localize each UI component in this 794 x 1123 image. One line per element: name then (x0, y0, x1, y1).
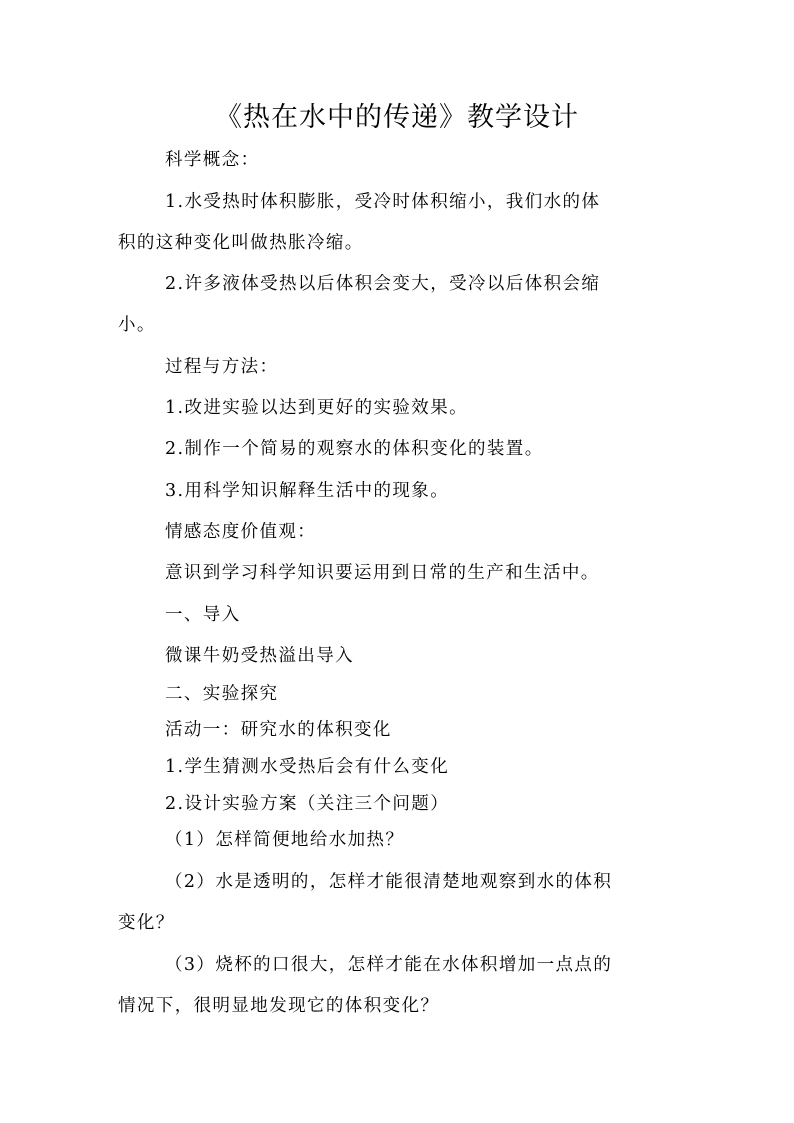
section-heading-values: 情感态度价值观： (165, 522, 317, 542)
paragraph-line: 意识到学习科学知识要运用到日常的生产和生活中。 (165, 563, 600, 583)
document-title: 《热在水中的传递》教学设计 (215, 102, 579, 133)
section-heading-process-methods: 过程与方法： (165, 357, 279, 377)
paragraph-line: 2.许多液体受热以后体积会变大，受冷以后体积会缩 (165, 274, 601, 294)
paragraph-line: 1.学生猜测水受热后会有什么变化 (165, 757, 450, 777)
section-heading-experiment: 二、实验探究 (165, 684, 279, 704)
paragraph-line: 1.水受热时体积膨胀，受冷时体积缩小，我们水的体 (165, 192, 601, 212)
activity-heading: 活动一：研究水的体积变化 (165, 720, 392, 740)
question-line: 变化？ (118, 913, 175, 933)
paragraph-line: 小。 (118, 315, 156, 335)
question-line: 情况下，很明显地发现它的体积变化？ (118, 996, 440, 1016)
paragraph-line: 3.用科学知识解释生活中的现象。 (165, 481, 450, 501)
paragraph-line: 1.改进实验以达到更好的实验效果。 (165, 398, 468, 418)
paragraph-line: 2.设计实验方案（关注三个问题） (165, 794, 450, 814)
paragraph-line: 2.制作一个简易的观察水的体积变化的装置。 (165, 439, 544, 459)
paragraph-line: 微课牛奶受热溢出导入 (165, 646, 354, 666)
section-heading-science-concepts: 科学概念： (165, 150, 260, 170)
paragraph-line: 积的这种变化叫做热胀冷缩。 (118, 233, 364, 253)
question-line: （1）怎样简便地给水加热？ (165, 830, 405, 850)
question-line: （2）水是透明的，怎样才能很清楚地观察到水的体积 (165, 872, 613, 892)
question-line: （3）烧杯的口很大，怎样才能在水体积增加一点点的 (165, 955, 613, 975)
section-heading-introduction: 一、导入 (165, 605, 241, 625)
